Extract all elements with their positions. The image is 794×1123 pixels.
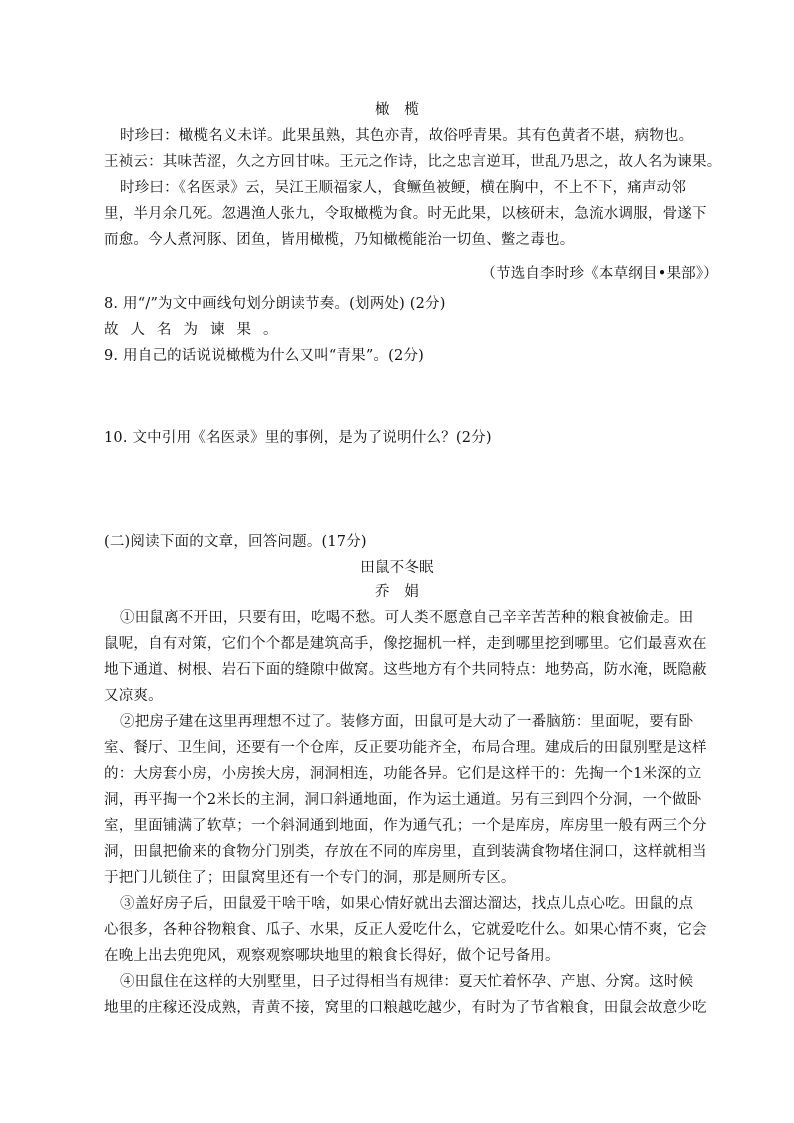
section2-p4-line2: 地里的庄稼还没成熟，青黄不接，窝里的口粮越吃越少，有时为了节省粮食，田鼠会故意少吃 xyxy=(104,1000,707,1016)
section1-title: 橄 榄 xyxy=(374,102,420,118)
section2-p1-line1: ①田鼠离不开田，只要有田，吃喝不愁。可人类不愿意自己辛辛苦苦种的粮食被偷走。田 xyxy=(120,610,694,626)
section2-author: 乔 娟 xyxy=(374,584,420,600)
section2-p1-line2: 鼠呢，自有对策，它们个个都是建筑高手，像挖掘机一样，走到哪里挖到哪里。它们最喜欢在 xyxy=(104,636,707,652)
section2-p2-line6: 洞，田鼠把偷来的食物分门别类，存放在不同的库房里，直到装满食物堵住洞口，这样就相当 xyxy=(104,844,707,860)
section2-p1-line3: 地下通道、树根、岩石下面的缝隙中做窝。这些地方有个共同特点：地势高，防水淹，既隐蔽 xyxy=(104,662,707,678)
section2-p2-line7: 于把门儿锁住了；田鼠窝里还有一个专门的洞，那是厕所专区。 xyxy=(104,870,516,886)
section1-para2-line3: 而愈。今人煮河豚、团鱼，皆用橄榄，乃知橄榄能治一切鱼、鳖之毒也。 xyxy=(104,232,575,248)
section2-intro: (二)阅读下面的文章，回答问题。(17分) xyxy=(104,534,367,550)
section2-p2-line4: 洞，再平掏一个2米长的主洞，洞口斜通地面，作为运土通道。另有三到四个分洞，一个做卧 xyxy=(104,792,702,808)
section2-p3-line3: 在晚上出去兜兜风，观察观察哪块地里的粮食长得好，做个记号备用。 xyxy=(104,948,560,964)
section2-p2-line3: 的：大房套小房，小房挨大房，洞洞相连，功能各异。它们是这样干的：先掏一个1米深的立 xyxy=(104,766,702,782)
question-9: 9. 用自己的话说说橄榄为什么又叫“青果”。(2分) xyxy=(104,348,425,364)
section2-p1-line4: 又凉爽。 xyxy=(104,688,163,704)
section2-p3-line1: ③盖好房子后，田鼠爱干啥干啥，如果心情好就出去溜达溜达，找点儿点心吃。田鼠的点 xyxy=(120,896,694,912)
section2-p2-line5: 室，里面铺满了软草；一个斜洞通到地面，作为通气孔；一个是库房，库房里一般有两三个分 xyxy=(104,818,707,834)
question-10: 10. 文中引用《名医录》里的事例，是为了说明什么？(2分) xyxy=(104,430,492,446)
section2-p2-line1: ②把房子建在这里再理想不过了。装修方面，田鼠可是大动了一番脑筋：里面呢，要有卧 xyxy=(120,714,694,730)
section1-para1-line1: 时珍曰：橄榄名义未详。此果虽熟，其色亦青，故俗呼青果。其有色黄者不堪，病物也。 xyxy=(120,128,694,144)
section1-para1-line2: 王祯云：其味苦涩，久之方回甘味。王元之作诗，比之忠言逆耳，世乱乃思之，故人名为谏果。 xyxy=(104,154,722,170)
section2-p2-line2: 室、餐厅、卫生间，还要有一个仓库，反正要功能齐全，布局合理。建成后的田鼠别墅是这样 xyxy=(104,740,707,756)
section1-source: （节选自李时珍《本草纲目•果部》） xyxy=(481,266,718,282)
section1-para2-line2: 里，半月余几死。忽遇渔人张九，令取橄榄为食。时无此果，以核研末，急流水调服，骨遂下 xyxy=(104,206,707,222)
section2-p3-line2: 心很多，各种谷物粮食、瓜子、水果，反正人爱吃什么，它就爱吃什么。如果心情不爽，它会 xyxy=(104,922,707,938)
question-8: 8. 用“/”为文中画线句划分朗读节奏。(划两处) (2分) xyxy=(104,296,446,312)
section2-p4-line1: ④田鼠住在这样的大别墅里，日子过得相当有规律：夏天忙着怀孕、产崽、分窝。这时候 xyxy=(120,974,694,990)
question-8-sentence: 故人名为谏果。 xyxy=(104,322,290,338)
section1-para2-line1: 时珍曰：《名医录》云，吴江王顺福家人，食鳜鱼被鲠，横在胸中，不上不下，痛声动邻 xyxy=(120,180,687,196)
section2-title: 田鼠不冬眠 xyxy=(360,560,434,576)
